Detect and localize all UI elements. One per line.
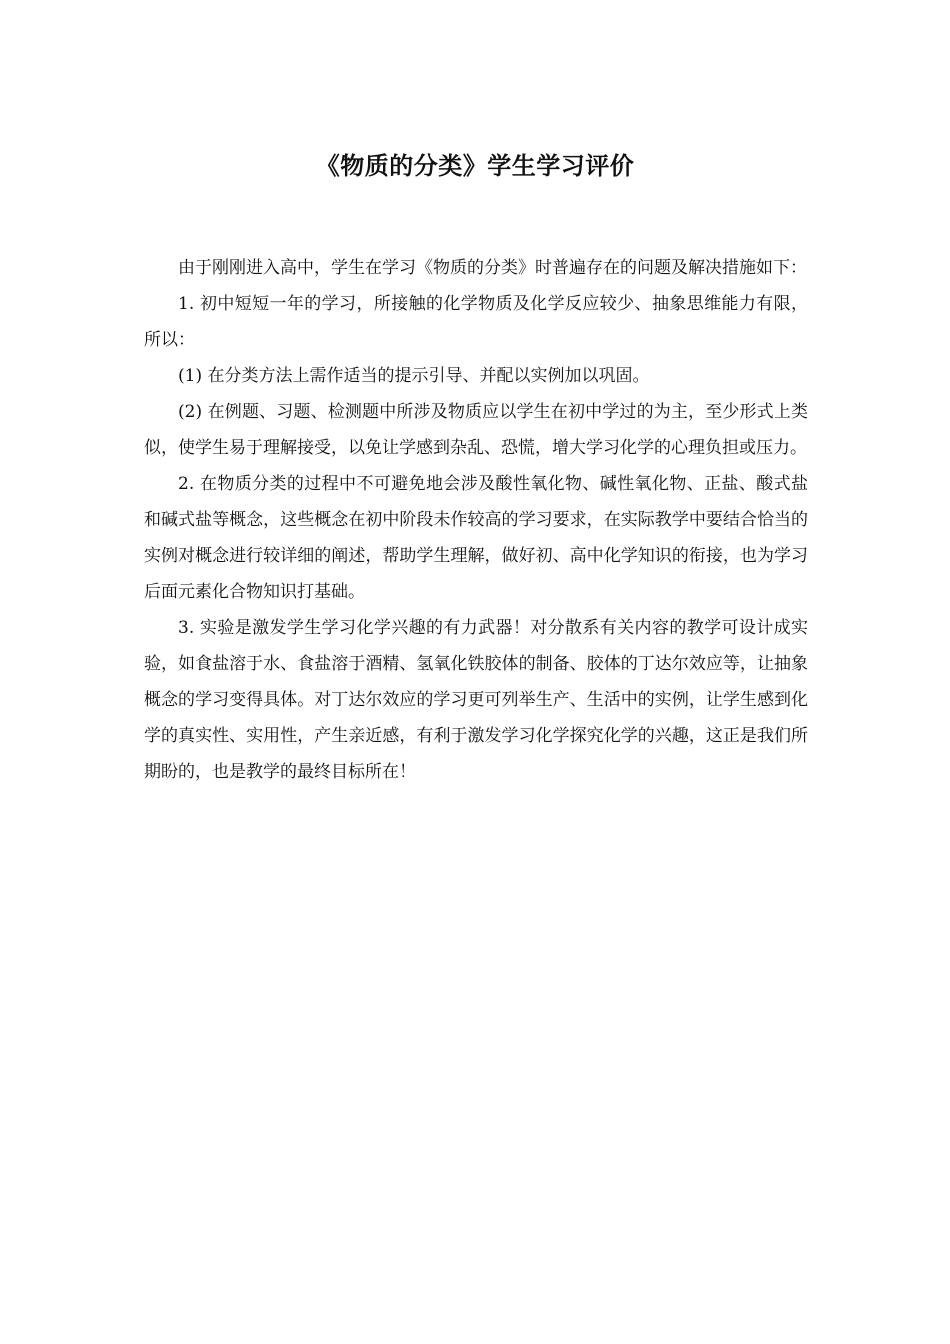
paragraph-point-2: 2. 在物质分类的过程中不可避免地会涉及酸性氧化物、碱性氧化物、正盐、酸式盐和碱式盐等概念，这些概念在初中阶段未作较高的学习要求，在实际教学中要结合恰当的实例对概念进行较详细的阐述，帮助学生理解，做好初、高中化学知识的衔接，也为学习后面元素化合物知识打基础。 (144, 474, 808, 602)
document-body (144, 250, 808, 790)
paragraph-point-1-sub-1: (1) 在分类方法上需作适当的提示引导、并配以实例加以巩固。 (178, 366, 650, 386)
paragraph-point-1: 1. 初中短短一年的学习，所接触的化学物质及化学反应较少、抽象思维能力有限，所以： (144, 294, 808, 350)
paragraph-point-1-sub-2: (2) 在例题、习题、检测题中所涉及物质应以学生在初中学过的为主，至少形式上类似，使学生易于理解接受，以免让学感到杂乱、恐慌，增大学习化学的心理负担或压力。 (144, 402, 808, 458)
paragraph-intro: 由于刚刚进入高中，学生在学习《物质的分类》时普遍存在的问题及解决措施如下： (178, 258, 807, 278)
paragraph-point-3: 3. 实验是激发学生学习化学兴趣的有力武器！对分散系有关内容的教学可设计成实验，如食盐溶于水、食盐溶于酒精、氢氧化铁胶体的制备、胶体的丁达尔效应等，让抽象概念的学习变得具体。对丁达尔效应的学习更可列举生产、生活中的实例，让学生感到化学的真实性、实用性，产生亲近感，有利于激发学习化学探究化学的兴趣，这正是我们所期盼的，也是教学的最终目标所在！ (144, 618, 808, 782)
document-title: 《物质的分类》学生学习评价 (315, 152, 635, 181)
